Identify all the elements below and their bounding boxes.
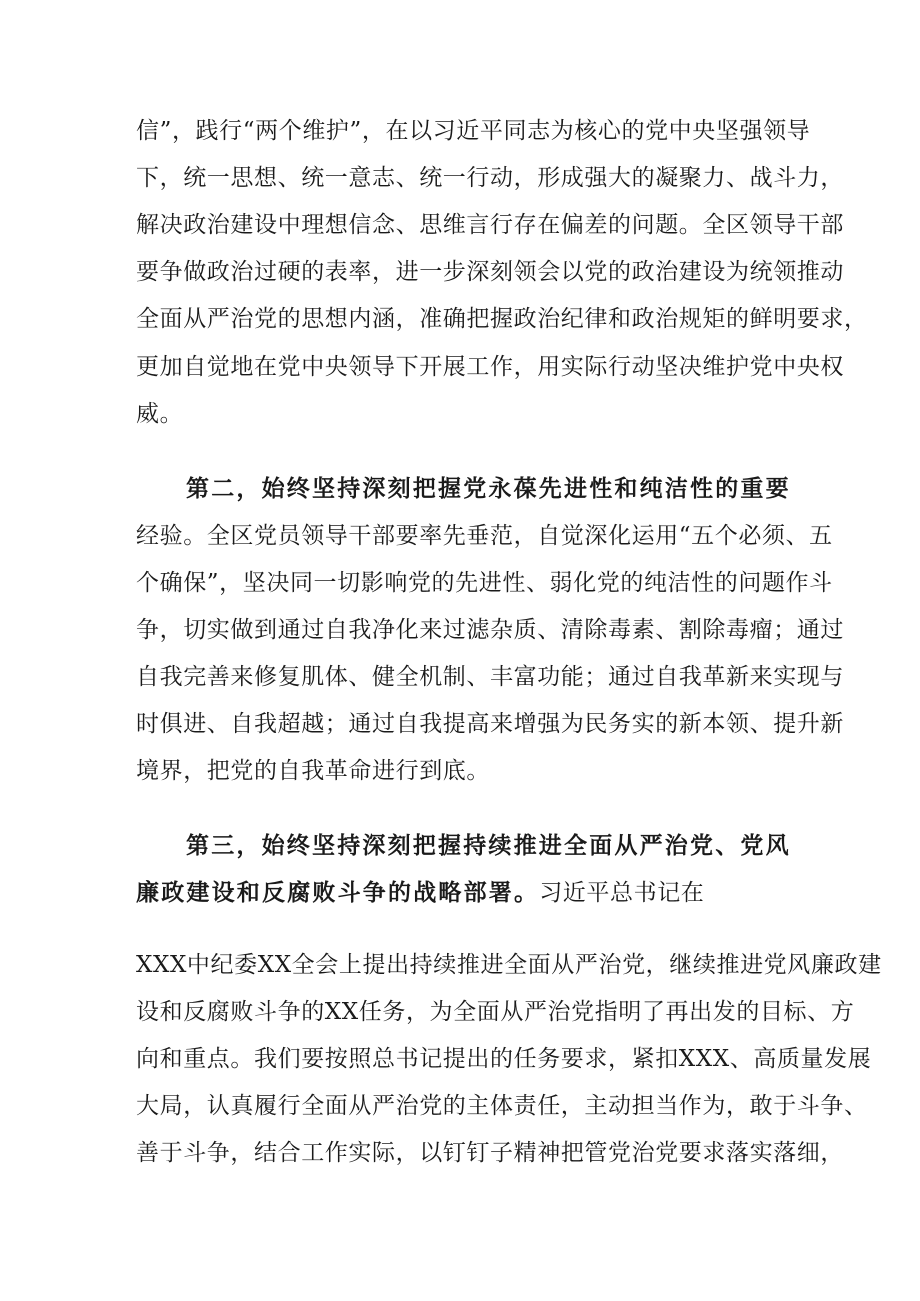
text-line: XXX中纪委XX全会上提出持续推进全面从严治党，继续推进党风廉政建 [136, 952, 882, 978]
section-heading: 第二，始终坚持深刻把握党永葆先进性和纯洁性的重要 [186, 475, 791, 502]
text-line: 个确保”，坚决同一切影响党的先进性、弱化党的纯洁性的问题作斗 [136, 570, 833, 596]
text-line: 善于斗争，结合工作实际，以钉钉子精神把管党治党要求落实落细， [136, 1140, 844, 1166]
text-line: 时俱进、自我超越；通过自我提高来增强为民务实的新本领、提升新 [136, 711, 844, 737]
text-line: 解决政治建设中理想信念、思维言行存在偏差的问题。全区领导干部 [136, 212, 844, 238]
text-line: 经验。全区党员领导干部要率先垂范，自觉深化运用“五个必须、五 [136, 523, 833, 549]
text-line: 下，统一思想、统一意志、统一行动，形成强大的凝聚力、战斗力， [136, 165, 844, 191]
section-heading-line-2 [136, 878, 704, 908]
section-heading-continuation: 廉政建设和反腐败斗争的战略部署。 [136, 879, 540, 906]
text-line: 更加自觉地在党中央领导下开展工作，用实际行动坚决维护党中央权 [136, 354, 844, 380]
text-line: 大局，认真履行全面从严治党的主体责任，主动担当作为，敢于斗争、 [136, 1093, 868, 1119]
text-line: 设和反腐败斗争的XX任务，为全面从严治党指明了再出发的目标、方 [136, 999, 855, 1025]
text-line: 向和重点。我们要按照总书记提出的任务要求，紧扣XXX、高质量发展 [136, 1046, 872, 1072]
text-fragment: 习近平总书记在 [539, 880, 705, 906]
text-line: 信”，践行“两个维护”，在以习近平同志为核心的党中央坚强领导 [136, 118, 811, 144]
text-line: 威。 [136, 401, 184, 427]
section-heading: 第三，始终坚持深刻把握持续推进全面从严治党、党风 [186, 832, 791, 859]
text-line: 争，切实做到通过自我净化来过滤杂质、清除毒素、割除毒瘤；通过 [136, 617, 844, 643]
text-line: 全面从严治党的思想内涵，准确把握政治纪律和政治规矩的鲜明要求， [136, 306, 868, 332]
text-line: 境界，把党的自我革命进行到底。 [136, 758, 490, 784]
text-line: 要争做政治过硬的表率，进一步深刻领会以党的政治建设为统领推动 [136, 259, 844, 285]
text-line: 自我完善来修复肌体、健全机制、丰富功能；通过自我革新来实现与 [136, 664, 844, 690]
